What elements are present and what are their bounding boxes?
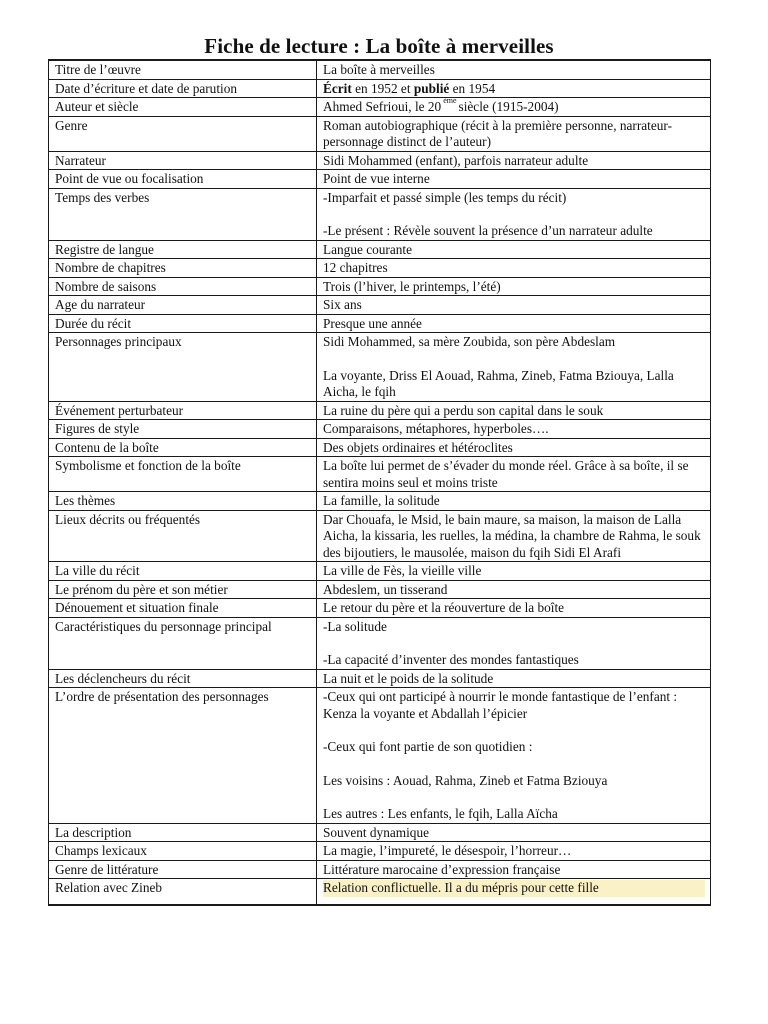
row-value: Le retour du père et la réouverture de la boîte <box>317 599 711 618</box>
row-value: Comparaisons, métaphores, hyperboles…. <box>317 420 711 439</box>
table-row <box>49 314 711 333</box>
row-value: Langue courante <box>317 240 711 259</box>
table-row <box>49 438 711 457</box>
table-row <box>49 510 711 562</box>
row-label: Relation avec Zineb <box>49 879 317 906</box>
table-row <box>49 79 711 98</box>
value-paragraph: Les voisins : Aouad, Rahma, Zineb et Fatma Bziouya <box>323 772 608 788</box>
row-value: La famille, la solitude <box>317 492 711 511</box>
row-value: Dar Chouafa, le Msid, le bain maure, sa maison, la maison de Lalla Aicha, la kissaria, les ruelles, la médina, la chambre de Rahma, le souk des bijoutiers, le mausolée, maison du fqih Sidi El Arafi <box>317 510 711 562</box>
row-value: Six ans <box>317 296 711 315</box>
row-value: Sidi Mohammed (enfant), parfois narrateur adulte <box>317 151 711 170</box>
table-row <box>49 188 711 240</box>
table-row <box>49 492 711 511</box>
author-text: Ahmed Sefrioui, le 20 <box>323 99 442 114</box>
row-value: Presque une année <box>317 314 711 333</box>
table-row <box>49 333 711 402</box>
row-label: Lieux décrits ou fréquentés <box>49 510 317 562</box>
value-paragraph: La voyante, Driss El Aouad, Rahma, Zineb, Fatma Bziouya, Lalla Aicha, le fqih <box>323 367 674 399</box>
century-superscript: ème <box>443 96 457 105</box>
row-label: L’ordre de présentation des personnages <box>49 688 317 824</box>
row-value: Des objets ordinaires et hétéroclites <box>317 438 711 457</box>
date-publie-bold: publié <box>413 80 450 96</box>
table-row <box>49 170 711 189</box>
table-row <box>49 617 711 669</box>
row-label: Dénouement et situation finale <box>49 599 317 618</box>
table-row <box>49 401 711 420</box>
row-value: La nuit et le poids de la solitude <box>317 669 711 688</box>
row-value <box>317 79 711 98</box>
table-row <box>49 823 711 842</box>
row-label: Titre de l’œuvre <box>49 60 317 79</box>
row-label: Contenu de la boîte <box>49 438 317 457</box>
date-ecrit-bold: Écrit <box>323 80 352 96</box>
row-value: La ville de Fès, la vieille ville <box>317 562 711 581</box>
row-value <box>317 188 711 240</box>
row-value: Point de vue interne <box>317 170 711 189</box>
row-label: Figures de style <box>49 420 317 439</box>
row-value <box>317 688 711 824</box>
table-row <box>49 151 711 170</box>
row-label: Le prénom du père et son métier <box>49 580 317 599</box>
table-row <box>49 240 711 259</box>
row-label: Symbolisme et fonction de la boîte <box>49 457 317 492</box>
row-value: La boîte à merveilles <box>317 60 711 79</box>
row-label: Personnages principaux <box>49 333 317 402</box>
value-paragraph: -Le présent : Révèle souvent la présence d’un narrateur adulte <box>323 223 653 238</box>
row-label: Genre de littérature <box>49 860 317 879</box>
table-row <box>49 669 711 688</box>
value-paragraph: Sidi Mohammed, sa mère Zoubida, son père Abdeslam <box>323 334 616 349</box>
value-paragraph: -Imparfait et passé simple (les temps du récit) <box>323 189 567 205</box>
row-label: La ville du récit <box>49 562 317 581</box>
row-value: Littérature marocaine d’expression française <box>317 860 711 879</box>
table-row <box>49 98 711 117</box>
row-value <box>317 333 711 402</box>
row-label: Point de vue ou focalisation <box>49 170 317 189</box>
table-row <box>49 296 711 315</box>
row-value: La boîte lui permet de s’évader du monde réel. Grâce à sa boîte, il se sentira moins seul et moins triste <box>317 457 711 492</box>
table-row <box>49 259 711 278</box>
reading-sheet-table <box>48 59 711 906</box>
row-value <box>317 98 711 117</box>
table-row <box>49 60 711 79</box>
table-row <box>49 116 711 151</box>
row-value <box>317 879 711 906</box>
row-label: Les thèmes <box>49 492 317 511</box>
row-value: Trois (l’hiver, le printemps, l’été) <box>317 277 711 296</box>
table-row <box>49 688 711 824</box>
value-paragraph: -La solitude <box>323 618 387 634</box>
row-label: Temps des verbes <box>49 188 317 240</box>
row-value: Souvent dynamique <box>317 823 711 842</box>
table-row <box>49 562 711 581</box>
row-label: Auteur et siècle <box>49 98 317 117</box>
row-label: Narrateur <box>49 151 317 170</box>
table-row <box>49 860 711 879</box>
table-row <box>49 599 711 618</box>
row-label: Durée du récit <box>49 314 317 333</box>
value-paragraph: -La capacité d’inventer des mondes fantastiques <box>323 652 579 667</box>
value-paragraph: Les autres : Les enfants, le fqih, Lalla Aïcha <box>323 806 558 821</box>
value-paragraph: -Ceux qui ont participé à nourrir le monde fantastique de l’enfant : Kenza la voyante et Abdallah l’épicier <box>323 689 678 721</box>
row-label: Événement perturbateur <box>49 401 317 420</box>
row-label: Date d’écriture et date de parution <box>49 79 317 98</box>
reading-sheet-body <box>49 60 711 905</box>
table-row <box>49 580 711 599</box>
row-value: La magie, l’impureté, le désespoir, l’horreur… <box>317 842 711 861</box>
page-title: Fiche de lecture : La boîte à merveilles <box>204 34 554 58</box>
date-mid-text: en 1952 et <box>351 80 414 96</box>
table-row <box>49 842 711 861</box>
row-label: Registre de langue <box>49 240 317 259</box>
table-row <box>49 879 711 906</box>
author-century-text: siècle (1915-2004) <box>458 99 559 114</box>
row-value: Roman autobiographique (récit à la première personne, narrateur-personnage distinct de l’auteur) <box>317 116 711 151</box>
row-label: Nombre de chapitres <box>49 259 317 278</box>
value-paragraph: -Ceux qui font partie de son quotidien : <box>323 739 533 754</box>
date-end-text: en 1954 <box>449 80 496 96</box>
highlighted-text: Relation conflictuelle. Il a du mépris pour cette fille <box>323 880 705 897</box>
row-label: Les déclencheurs du récit <box>49 669 317 688</box>
row-label: Nombre de saisons <box>49 277 317 296</box>
table-row <box>49 457 711 492</box>
row-label: Genre <box>49 116 317 151</box>
row-label: Age du narrateur <box>49 296 317 315</box>
row-label: Caractéristiques du personnage principal <box>49 617 317 669</box>
row-label: La description <box>49 823 317 842</box>
row-value <box>317 617 711 669</box>
table-row <box>49 420 711 439</box>
row-value: Abdeslem, un tisserand <box>317 580 711 599</box>
row-label: Champs lexicaux <box>49 842 317 861</box>
row-value: 12 chapitres <box>317 259 711 278</box>
table-row <box>49 277 711 296</box>
row-value: La ruine du père qui a perdu son capital dans le souk <box>317 401 711 420</box>
